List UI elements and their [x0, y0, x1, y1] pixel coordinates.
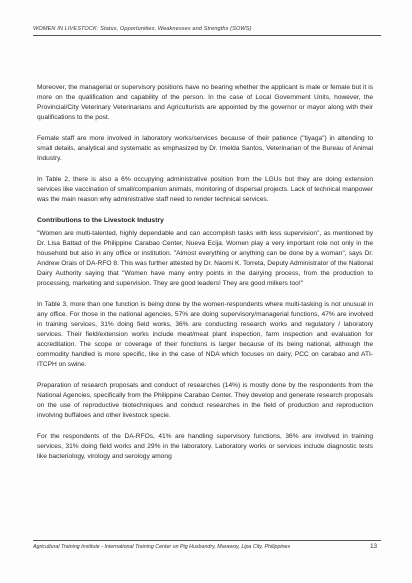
- paragraph-managerial-positions: Moreover, the managerial or supervisory positions have no bearing whether the applicant is male or female but it is more on the qualification and capability of the person. In the case of Local Government Units, however, the Provincial/City Veterinary Veterinarians and Agriculturists are appointed by the governor or mayor along with their qualifications to the post.: [37, 84, 373, 122]
- paragraph-women-multi-talented: "Women are multi-talented, highly dependable and can accomplish tasks with less supervision", as mentioned by Dr. Lisa Battad of the Philippine Carabao Center, Nueva Ecija. Women play a very important role not only in the household but also in any office or institution. "Almost everything or anything can be done by a woman", says Dr. Andrew Orais of DA-RFO 8. This was further attested by Dr. Naomi K. Torreta, Deputy Administrator of the National Dairy Authority saying that "Women have many entry points in the dairying process, from the production to processing, marketing and supervision. They are good leaders! They are good milkers too!": [37, 229, 373, 288]
- body-text: [37, 83, 373, 473]
- paragraph-da-rfo-respondents: For the respondents of the DA-RFOs, 41% are handling supervisory functions, 36% are involved in training services, 31% doing field works and 29% in the laboratory. Laboratory works or services include diagnostic tests like bacteriology, virology and serology among: [37, 433, 373, 461]
- paragraph-research-proposals: Preparation of research proposals and conduct of researches (14%) is mostly done by the respondents from the National Agencies, specifically from the Philippine Carabao Center. They develop and generate research proposals on the use of reproductive biotechniques and conduct researches in the field of production and reproduction involving buffaloes and other livestock specie.: [37, 382, 373, 420]
- page-number: 13: [370, 543, 378, 550]
- section-heading: Contributions to the Livestock Industry: [37, 216, 164, 224]
- paragraph-table-2: In Table 2, there is also a 6% occupying administrative position from the LGUs but they are doing extension services like vaccination of small/companion animals, monitoring of dispersal projects. Lack of technical manpower was the main reason why administrative staff need to render technical services.: [37, 175, 373, 204]
- header-divider: [33, 35, 381, 36]
- paragraph-female-staff-laboratory: Female staff are more involved in laboratory works/services because of their patience ("tiyaga") in attending to small details, analytical and systematic as emphasized by Dr. Imelda Santos, Veterinarian of the Bureau of Animal Industry.: [37, 134, 373, 163]
- running-header: WOMEN IN LIVESTOCK: Status, Opportunities, Weaknesses and Strengths (SOWS): [33, 26, 252, 32]
- footer-divider: [33, 540, 381, 541]
- footer-institution: Agricultural Training Institute - International Training Center on Pig Husbandry, Marawoy, Lipa City, Philippines: [33, 544, 291, 550]
- paragraph-table-3: In Table 3, more than one function is being done by the women-respondents where multi-tasking is not unusual in any office. For those in the national agencies, 57% are doing supervisory/managerial functions, 47% are involved in training services, 31% doing field works, 36% are conducting research works and regulatory / laboratory services. Their field/extension works include meat/meat plant inspection, farm inspection and evaluation for accreditation. The scope or coverage of their functions is larger because of its being national, although the commodity handled is more specific, like in the case of NDA which focuses on dairy, PCC on carabao and ATI-ITCPH on swine.: [37, 300, 373, 369]
